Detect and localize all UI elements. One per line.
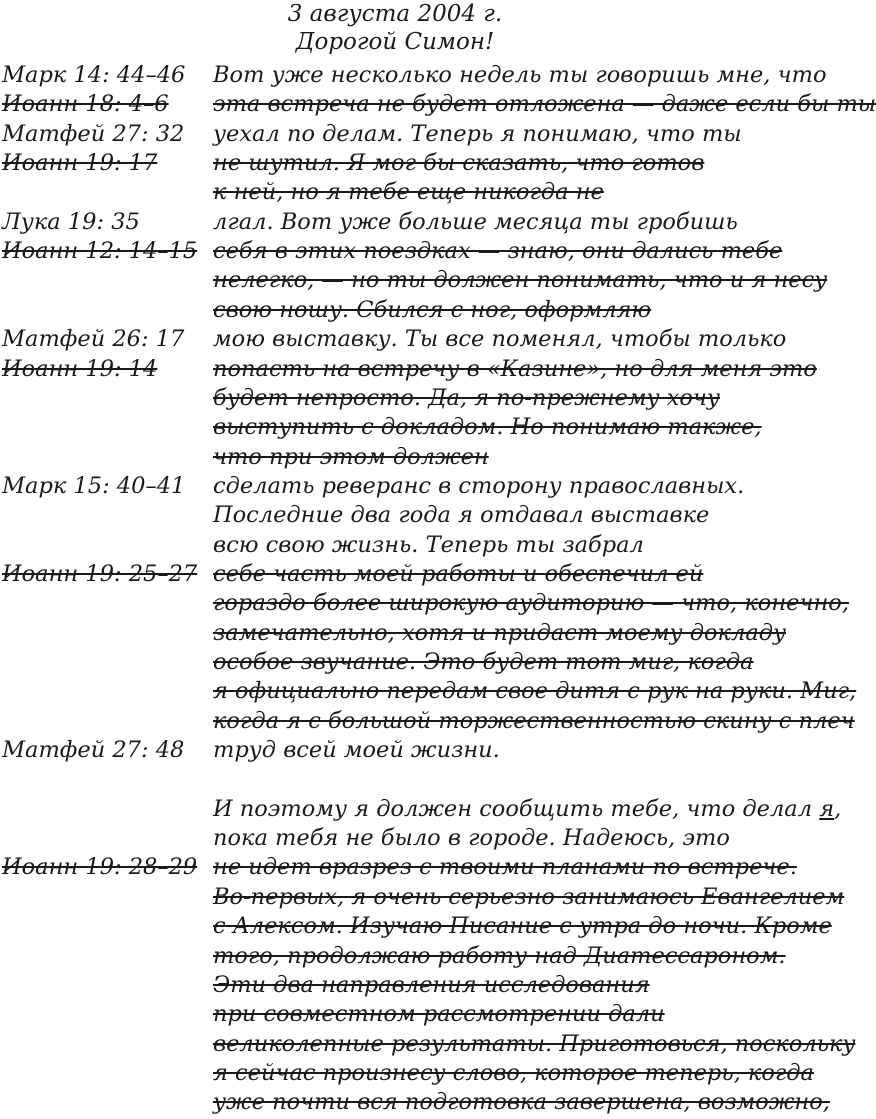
letter-line — [0, 501, 790, 530]
gospel-reference: Иоанн 19: 14 — [2, 355, 158, 382]
letter-line — [0, 736, 790, 765]
letter-text: я официально передам свое дитя с рук на руки. Миг, — [213, 678, 857, 705]
letter-line — [0, 208, 790, 237]
letter-text: лгал. Вот уже больше месяца ты гробишь — [213, 208, 738, 235]
letter-line — [0, 531, 790, 560]
letter-line — [0, 472, 790, 501]
letter-text: уехал по делам. Теперь я понимаю, что ты — [213, 120, 742, 147]
letter-line — [0, 589, 849, 618]
letter-line — [0, 61, 827, 90]
emphasized-word: я — [819, 795, 835, 822]
letter-text: себя в этих поездках — знаю, они дались тебе — [213, 238, 783, 265]
letter-text: Во-первых, я очень серьезно занимаюсь Евангелием — [213, 883, 845, 910]
letter-text: нелегко, — но ты должен понимать, что и я несу — [213, 267, 828, 294]
letter-line — [0, 560, 790, 589]
letter-text: мою выставку. Ты все поменял, чтобы только — [213, 326, 787, 353]
letter-line — [0, 178, 790, 207]
letter-line — [0, 765, 790, 794]
gospel-reference: Матфей 26: 17 — [2, 326, 185, 353]
letter-line — [0, 413, 790, 442]
letter-text: я сейчас произнесу слово, которое теперь, когда — [213, 1059, 814, 1086]
letter-line — [0, 824, 790, 853]
gospel-reference: Марк 14: 44–46 — [2, 62, 186, 88]
gospel-reference: Иоанн 19: 17 — [2, 150, 158, 177]
letter-line — [0, 90, 876, 119]
letter-text: свою ношу. Сбился с ног, оформляю — [213, 296, 652, 323]
letter-text: выступить с докладом. Но понимаю также, — [213, 414, 762, 441]
letter-text: при совместном рассмотрении дали — [213, 1001, 665, 1028]
letter-text: великолепные результаты. Приготовься, поскольку — [213, 1030, 856, 1057]
letter-line — [0, 237, 790, 266]
letter-text: Эти два направления исследования — [213, 971, 650, 998]
letter-line — [0, 1059, 814, 1088]
letter-line — [0, 971, 790, 1000]
gospel-reference: Матфей 27: 48 — [2, 737, 185, 764]
letter-text: когда я с большой торжественностью скину с плеч — [213, 707, 855, 734]
letter-text: особое звучание. Это будет тот миг, когда — [213, 649, 754, 675]
letter-text: сделать реверанс в сторону православных. — [213, 472, 745, 499]
letter-text: того, продолжаю работу над Диатессароном. — [213, 942, 786, 969]
letter-line — [0, 384, 790, 413]
letter-line — [0, 355, 817, 384]
letter-line — [0, 883, 845, 912]
letter-line — [0, 1000, 790, 1029]
letter-text: Последние два года я отдавал выставке — [213, 502, 710, 529]
letter-line — [0, 707, 855, 736]
letter-text: попасть на встречу в «Казине», но для меня это — [213, 355, 817, 382]
gospel-reference: Матфей 27: 32 — [2, 120, 185, 147]
letter-text: себе часть моей работы и обеспечил ей — [213, 560, 704, 587]
letter-line — [0, 120, 790, 149]
letter-line — [0, 853, 797, 882]
letter-line — [0, 149, 790, 178]
letter-text: труд всей моей жизни. — [213, 737, 500, 764]
letter-text: к ней, но я тебе еще никогда не — [213, 179, 604, 206]
letter-line — [0, 266, 828, 295]
letter-text: И поэтому я должен сообщить тебе, что делал я, — [213, 795, 842, 822]
letter-line — [0, 795, 842, 824]
gospel-reference: Лука 19: 35 — [2, 208, 140, 235]
letter-line — [0, 677, 857, 706]
letter-line — [0, 648, 790, 677]
letter-line — [0, 296, 790, 325]
letter-text: пока тебя не было в городе. Надеюсь, это — [213, 825, 730, 852]
gospel-reference: Иоанн 12: 14–15 — [2, 238, 198, 265]
letter-greeting: Дорогой Симон! — [295, 29, 495, 55]
letter-text: всю свою жизнь. Теперь ты забрал — [213, 531, 644, 558]
letter-text: с Алексом. Изучаю Писание с утра до ночи. Кроме — [213, 913, 832, 940]
gospel-reference: Иоанн 18: 4–6 — [2, 91, 169, 118]
gospel-reference: Иоанн 19: 25–27 — [2, 560, 198, 587]
letter-text: будет непросто. Да, я по-прежнему хочу — [213, 384, 720, 411]
letter-text: эта встреча не будет отложена — даже если бы ты — [213, 91, 876, 118]
gospel-reference: Иоанн 19: 28–29 — [2, 854, 198, 881]
letter-text: что при этом должен — [213, 443, 489, 470]
letter-line — [0, 325, 790, 354]
letter-line — [0, 1088, 830, 1117]
letter-line — [0, 443, 790, 472]
letter-text: замечательно, хотя и придаст моему докладу — [213, 619, 787, 646]
letter-text: не идет вразрез с твоими планами по встрече. — [213, 854, 797, 881]
letter-text: Вот уже несколько недель ты говоришь мне, что — [213, 62, 827, 88]
letter-text: уже почти вся подготовка завершена, возможно, — [213, 1089, 830, 1116]
letter-date: 3 августа 2004 г. — [287, 1, 503, 27]
letter-line — [0, 619, 790, 648]
letter-text: гораздо более широкую аудиторию — что, конечно, — [213, 590, 849, 617]
letter-text: не шутил. Я мог бы сказать, что готов — [213, 150, 705, 177]
letter-line — [0, 942, 790, 971]
letter-line — [0, 912, 832, 941]
letter-line — [0, 1030, 856, 1059]
gospel-reference: Марк 15: 40–41 — [2, 472, 186, 499]
